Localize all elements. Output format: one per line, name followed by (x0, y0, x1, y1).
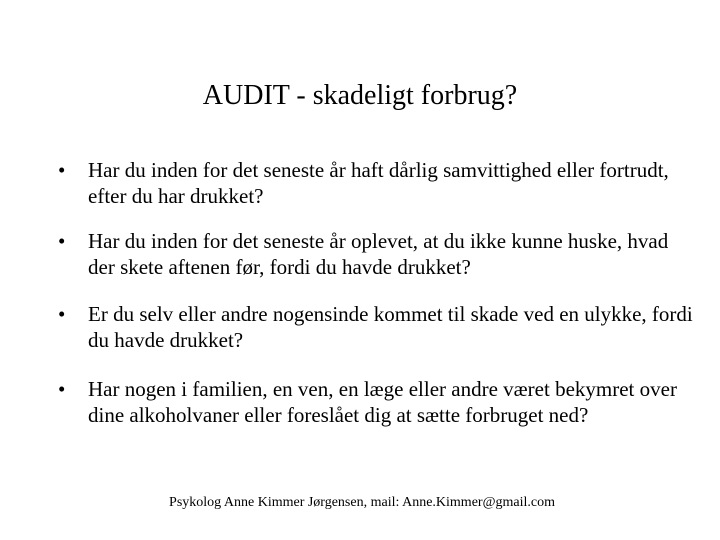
bullet-text: Har du inden for det seneste år oplevet, at du ikke kunne huske, hvad der skete aftenen før, fordi du havde drukket? (88, 229, 669, 279)
slide-title: AUDIT - skadeligt forbrug? (202, 80, 518, 111)
bullet-marker: • (58, 158, 66, 182)
slide-footer (0, 494, 720, 512)
bullet-item (58, 158, 698, 209)
bullet-item (58, 377, 698, 428)
bullet-marker: • (58, 302, 66, 326)
bullet-item (58, 302, 698, 353)
bullet-marker: • (58, 377, 66, 401)
bullet-list (58, 158, 698, 452)
footer-text: Psykolog Anne Kimmer Jørgensen, mail: Anne.Kimmer@gmail.com (169, 495, 555, 510)
bullet-text: Er du selv eller andre nogensinde kommet til skade ved en ulykke, fordi du havde drukket? (88, 302, 693, 352)
bullet-item (58, 229, 698, 280)
bullet-text: Har nogen i familien, en ven, en læge eller andre været bekymret over dine alkoholvaner eller foreslået dig at sætte forbruget ned? (88, 377, 677, 427)
bullet-marker: • (58, 229, 66, 253)
bullet-text: Har du inden for det seneste år haft dårlig samvittighed eller fortrudt, efter du har drukket? (88, 158, 669, 208)
